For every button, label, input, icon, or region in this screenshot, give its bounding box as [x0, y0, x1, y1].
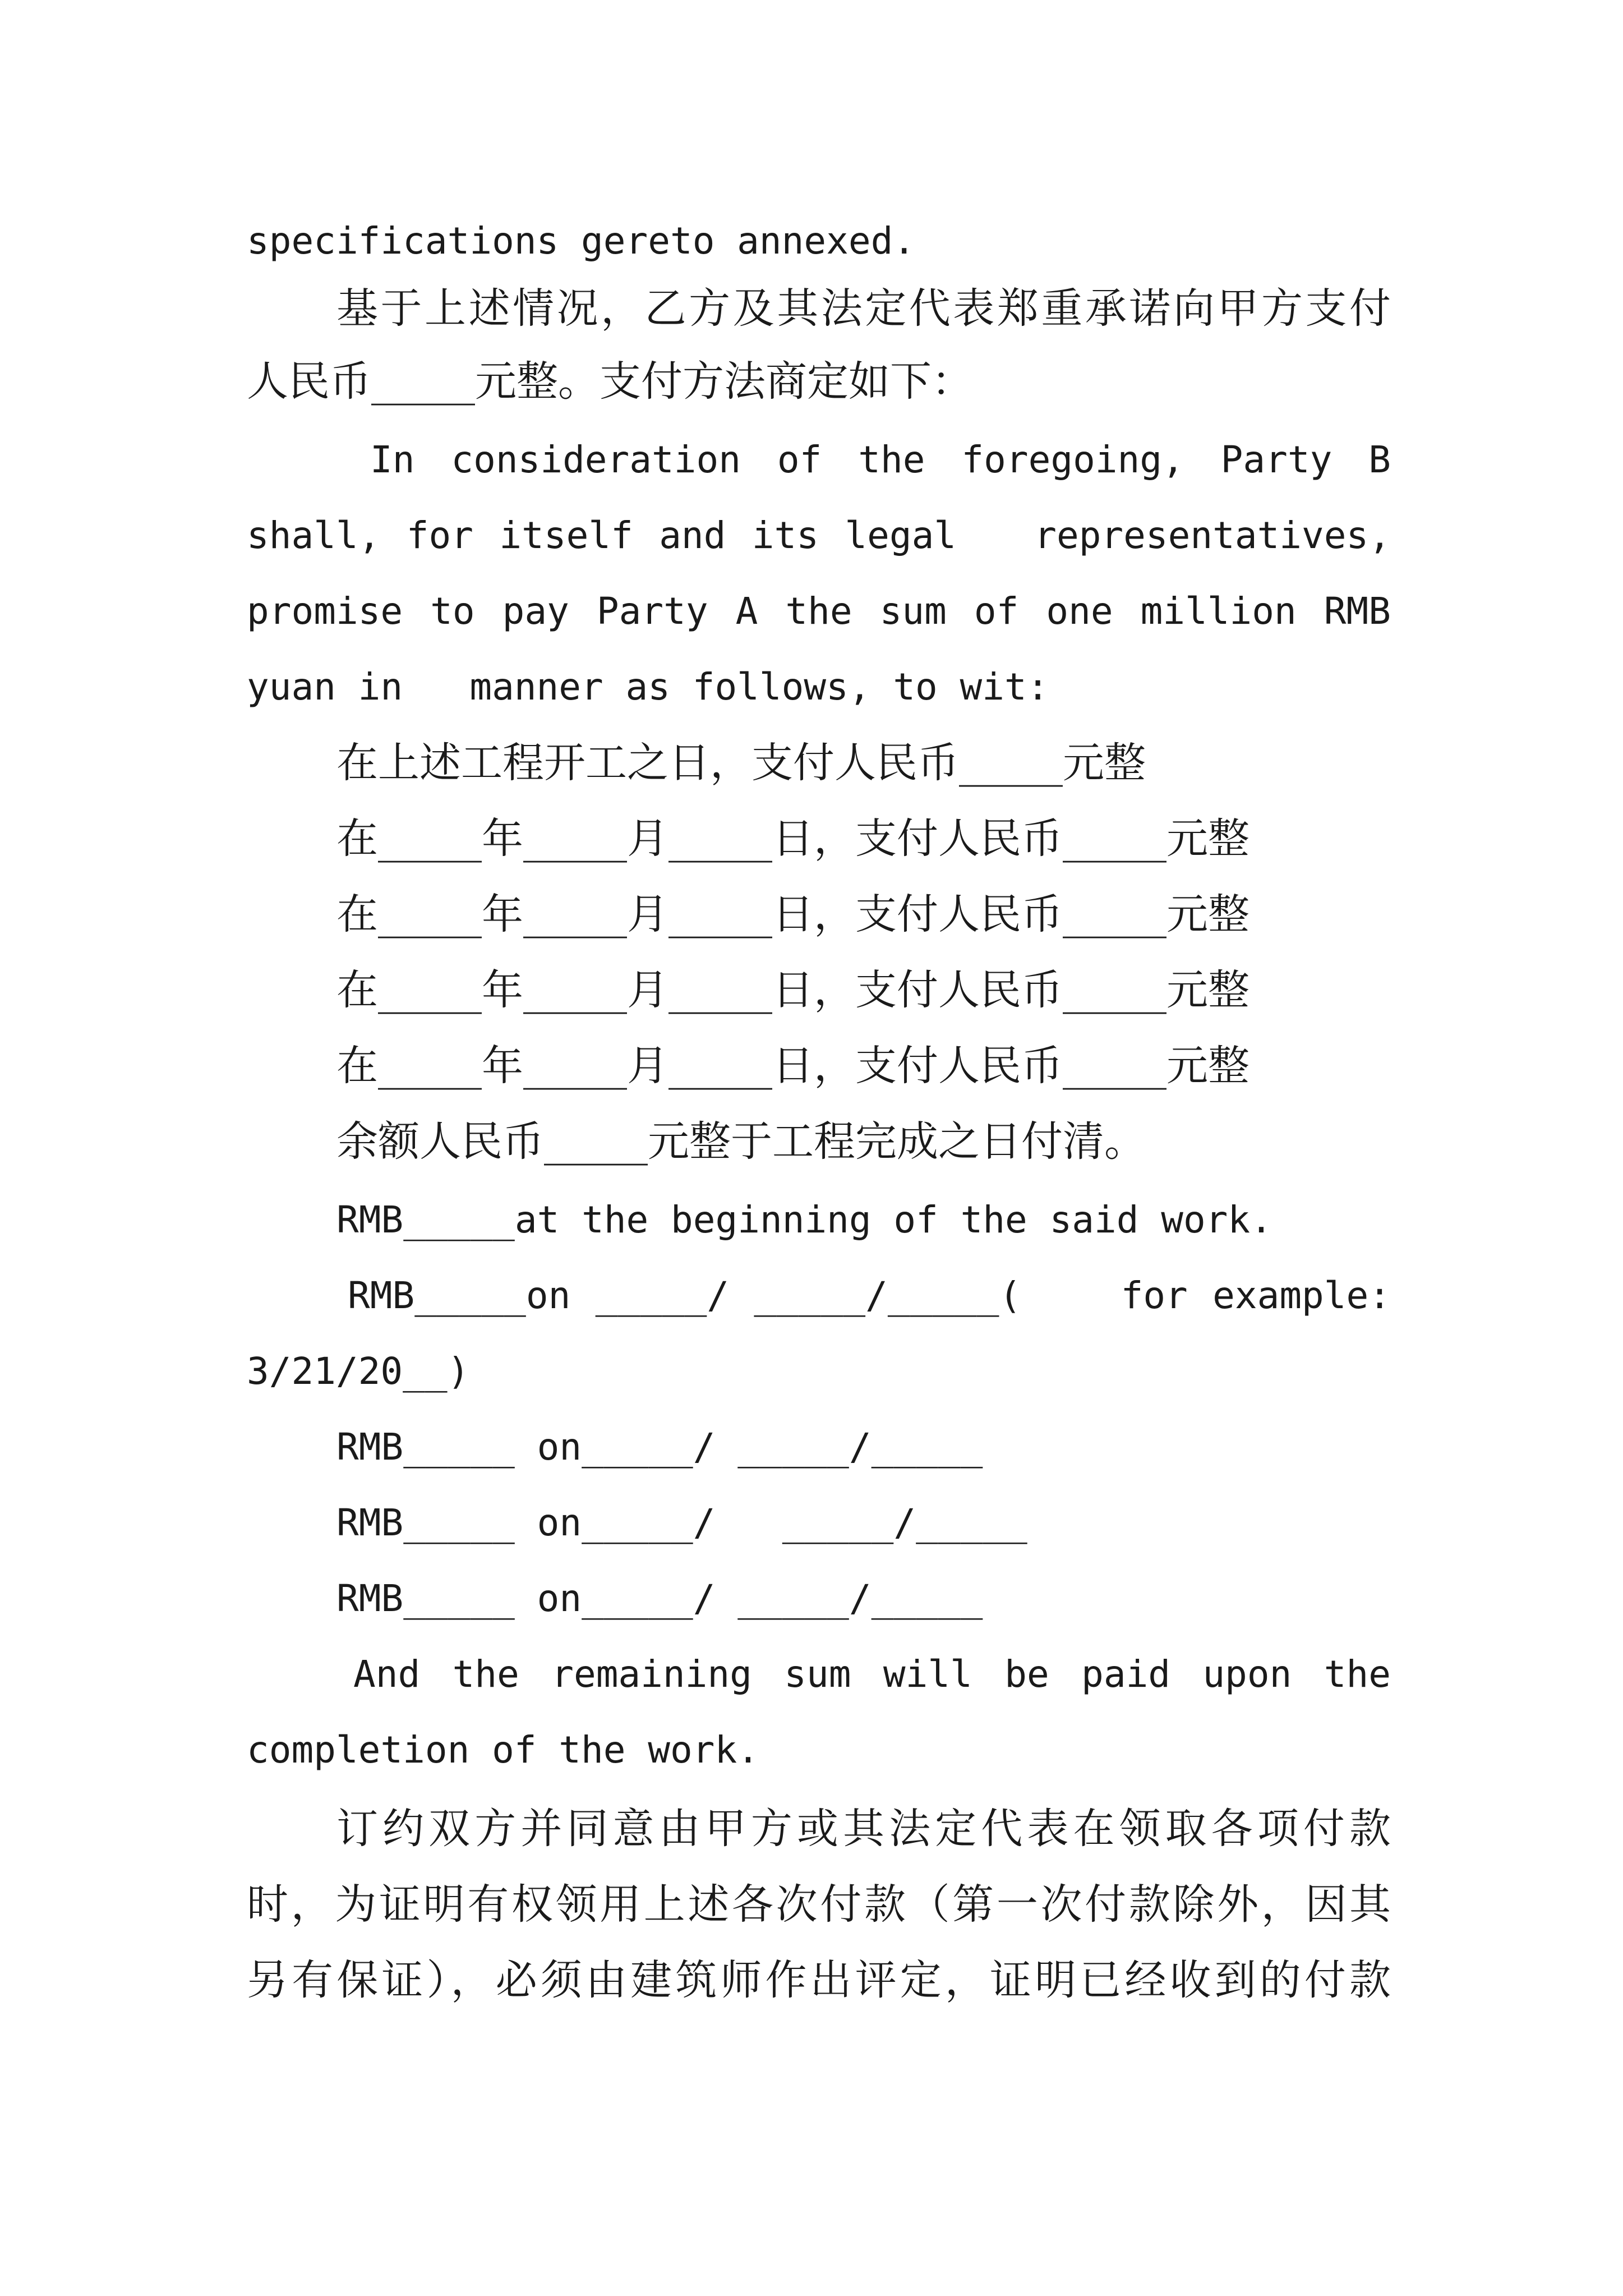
text-line-23: 时，为证明有权领用上述各次付款（第一次付款除外，因其 — [247, 1880, 1391, 1929]
text-line-16: 3/21/20__) — [247, 1350, 470, 1393]
text-line-10: 在_____年_____月_____日，支付人民币_____元整 — [336, 890, 1249, 938]
text-line-2: 基于上述情况，乙方及其法定代表郑重承诺向甲方支付 — [336, 284, 1391, 333]
text-line-13: 余额人民币_____元整于工程完成之日付清。 — [336, 1117, 1146, 1166]
text-line-8: 在上述工程开工之日，支付人民币_____元整 — [336, 739, 1146, 787]
text-line-9: 在_____年_____月_____日，支付人民币_____元整 — [336, 815, 1249, 863]
text-line-20: And the remaining sum will be paid upon the — [353, 1653, 1391, 1696]
text-line-4: In consideration of the foregoing, Party B — [370, 438, 1391, 481]
text-line-5: shall, for itself and its legal representatives, — [247, 514, 1391, 557]
text-line-19: RMB_____ on_____/ _____/_____ — [336, 1577, 983, 1620]
text-line-21: completion of the work. — [247, 1728, 759, 1772]
text-line-1: specifications gereto annexed. — [247, 219, 916, 263]
text-line-24: 另有保证），必须由建筑师作出评定，证明已经收到的付款 — [247, 1956, 1391, 2004]
text-line-6: promise to pay Party A the sum of one million RMB — [247, 590, 1391, 633]
text-line-18: RMB_____ on_____/ _____/_____ — [336, 1501, 1027, 1544]
text-line-7: yuan in manner as follows, to wit: — [247, 665, 1049, 708]
text-line-17: RMB_____ on_____/ _____/_____ — [336, 1425, 983, 1469]
text-line-14: RMB_____at the beginning of the said work. — [336, 1198, 1272, 1241]
text-line-15: RMB_____on _____/ _____/_____( for example: — [348, 1274, 1391, 1317]
text-line-3: 人民币_____元整。支付方法商定如下： — [247, 357, 973, 406]
text-line-22: 订约双方并同意由甲方或其法定代表在领取各项付款 — [336, 1805, 1391, 1853]
text-line-11: 在_____年_____月_____日，支付人民币_____元整 — [336, 966, 1249, 1014]
text-line-12: 在_____年_____月_____日，支付人民币_____元整 — [336, 1042, 1249, 1090]
